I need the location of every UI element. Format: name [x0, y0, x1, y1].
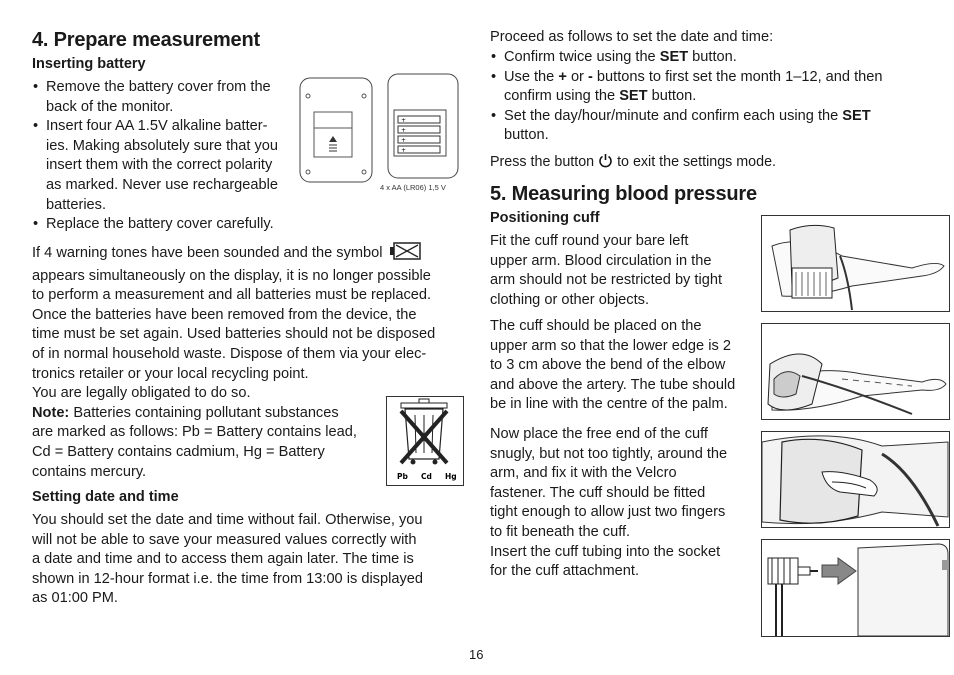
date-time-paragraph: You should set the date and time without fail. Otherwise, you will not be able to save your measured values correctly with a date and time and to access them again later. The time is shown in 12-hour format i.e. the time from 13:00 is displayed as 01:00 PM.	[32, 512, 423, 607]
list-item: • Use the + or - buttons to first set the month 1–12, and then confirm using the SET button.	[490, 68, 930, 107]
subheading-setting-date: Setting date and time	[32, 489, 179, 505]
battery-caption: 4 x AA (LR06) 1,5 V	[380, 183, 446, 192]
bin-label-pb: Pb	[397, 472, 408, 481]
cuff-paragraph-1: Fit the cuff round your bare left upper arm. Blood circulation in the arm should not be restricted by tight clothing or other objects.	[490, 233, 722, 308]
plus-keyword: +	[558, 68, 567, 85]
monitor-back-figure	[298, 72, 462, 194]
battery-steps-list	[32, 78, 302, 235]
list-item: • Confirm twice using the SET button.	[490, 48, 930, 68]
crossed-bin-icon	[387, 397, 463, 485]
bin-label-cd: Cd	[421, 472, 432, 481]
list-item: • Remove the battery cover from the back of the monitor.	[32, 78, 302, 117]
section-heading-measuring: 5. Measuring blood pressure	[490, 183, 757, 205]
cuff-arm-figure-3	[761, 431, 950, 528]
power-icon	[598, 153, 613, 175]
section-heading-prepare: 4. Prepare measurement	[32, 29, 260, 51]
cuff-arm-figure-2	[761, 323, 950, 420]
cuff-paragraph-3: Now place the free end of the cuff snugly, but not too tightly, around the arm, and fix it with the Velcro fastener. The cuff should be fitted tight enough to allow just two fingers to fit beneath the cuff. Insert the cuff tubing into the socket for the cuff attachment.	[490, 426, 728, 580]
subheading-positioning-cuff: Positioning cuff	[490, 210, 600, 226]
cuff-arm-figure-1	[761, 215, 950, 312]
list-item: • Insert four AA 1.5V alkaline batter- ies. Making absolutely sure that you insert them with the correct polarity as marked. Never use rechargeable batteries.	[32, 117, 302, 215]
cuff-paragraph-2: The cuff should be placed on the upper arm so that the lower edge is 2 to 3 cm above the bend of the elbow and above the artery. The tube should be in line with the centre of the palm.	[490, 318, 736, 413]
svg-text:+: +	[401, 127, 407, 134]
page-number: 16	[469, 647, 484, 662]
set-keyword: SET	[659, 49, 689, 65]
crossed-bin-figure	[386, 396, 464, 486]
minus-keyword: -	[587, 68, 593, 85]
svg-text:+: +	[401, 147, 407, 154]
list-item: • Set the day/hour/minute and confirm each using the SET button.	[490, 107, 930, 146]
date-setting-steps	[490, 48, 930, 146]
battery-warning-paragraph: If 4 warning tones have been sounded and the symbol appears simultaneously on the display, it is no longer possible to perform a measurement and all batteries must be replaced. Once the batteries have been removed from the device, the time must be set again. Used batteries should not be disposed of in normal household waste. Dispose of them via your elec- tronics retailer or your local recycling point. You are legally obligated to do so. Note: Batteries containing pollutant substances are marked as follows: Pb = Battery contains lead, Cd = Battery contains cadmium, Hg = Battery contains mercury.	[32, 242, 464, 482]
note-label: Note:	[32, 404, 70, 421]
bin-label-hg: Hg	[445, 472, 457, 481]
battery-empty-icon	[390, 242, 422, 267]
list-item: • Replace the battery cover carefully.	[32, 215, 302, 235]
subheading-inserting-battery: Inserting battery	[32, 56, 146, 72]
power-button-instruction: Press the button to exit the settings mode.	[490, 153, 930, 175]
set-keyword: SET	[842, 107, 871, 124]
tube-socket-figure	[761, 539, 950, 637]
date-setting-intro: Proceed as follows to set the date and time:	[490, 29, 774, 45]
svg-text:+: +	[401, 137, 407, 144]
battery-illustration	[298, 72, 462, 194]
svg-text:+: +	[401, 117, 407, 124]
set-keyword: SET	[619, 88, 648, 105]
